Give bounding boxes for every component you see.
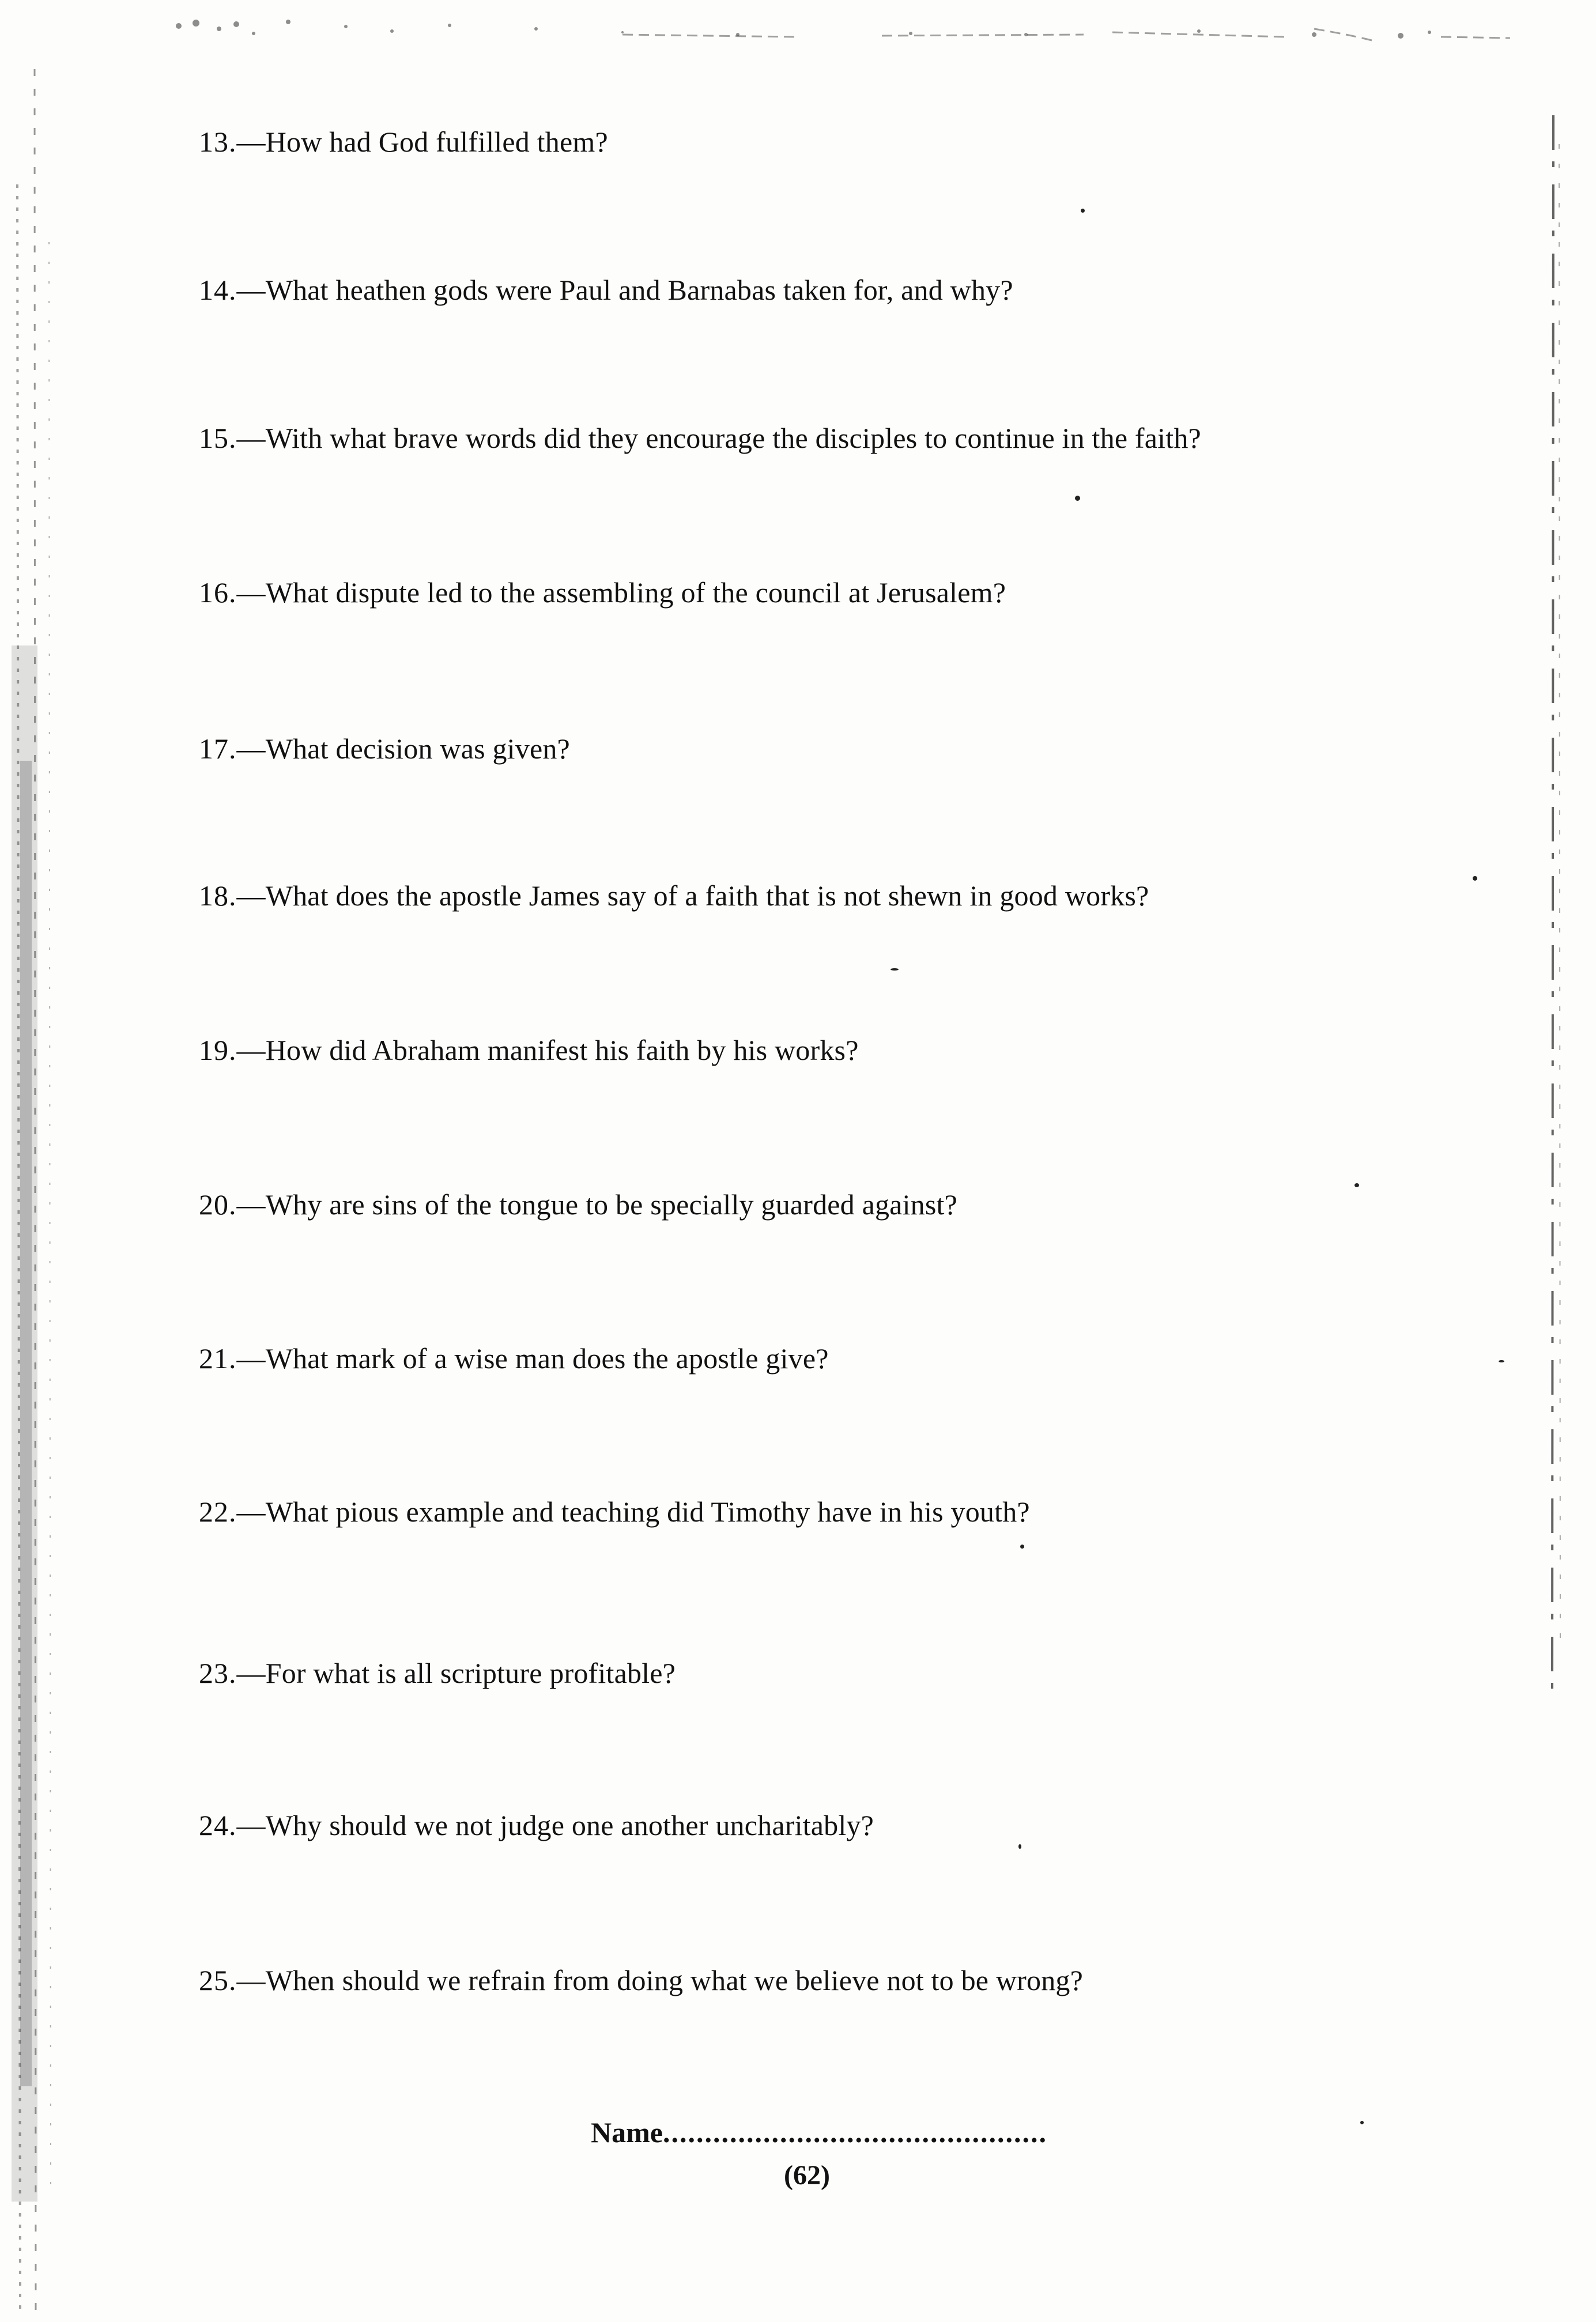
question-number: 24.: [199, 1809, 237, 1841]
name-label: Name: [591, 2116, 663, 2149]
question-number: 13.: [199, 126, 237, 158]
question-number: 21.: [199, 1342, 237, 1375]
question-number: 20.: [199, 1188, 237, 1221]
question-number: 14.: [199, 274, 237, 306]
question-text: —What does the apostle James say of a faith that is not shewn in good works?: [236, 879, 1149, 912]
question-text: —Why are sins of the tongue to be specially guarded against?: [236, 1188, 958, 1221]
question-14: [199, 273, 1013, 307]
question-text: —When should we refrain from doing what we believe not to be wrong?: [236, 1964, 1084, 1996]
question-number: 18.: [199, 879, 237, 912]
question-text: —For what is all scripture profitable?: [236, 1657, 676, 1689]
ink-speck: [1499, 1360, 1504, 1362]
question-16: [199, 575, 1006, 610]
question-20: [199, 1187, 957, 1222]
name-field: [591, 2115, 1047, 2150]
ink-speck: [1081, 209, 1085, 213]
question-text: —What pious example and teaching did Timothy have in his youth?: [236, 1496, 1030, 1528]
question-number: 25.: [199, 1964, 237, 1996]
name-dotted-line: ..............................................: [662, 2116, 1047, 2149]
right-scan-edge: [1536, 86, 1571, 1700]
ink-speck: [1354, 1183, 1359, 1187]
question-13: [199, 124, 608, 159]
question-number: 17.: [199, 733, 237, 765]
question-number: 16.: [199, 576, 237, 609]
question-19: [199, 1033, 859, 1067]
question-18: [199, 878, 1149, 913]
ink-speck: [1020, 1545, 1024, 1549]
ink-speck: [1018, 1844, 1021, 1849]
question-number: 15.: [199, 422, 237, 454]
question-text: —How did Abraham manifest his faith by his works?: [236, 1034, 859, 1066]
question-number: 19.: [199, 1034, 237, 1066]
question-text: —What mark of a wise man does the apostle give?: [236, 1342, 829, 1375]
question-25: [199, 1963, 1083, 1998]
question-text: —With what brave words did they encourage the disciples to continue in the faith?: [236, 422, 1201, 454]
ink-speck: [1473, 876, 1477, 881]
ink-speck: [1360, 2121, 1364, 2124]
question-number: 22.: [199, 1496, 237, 1528]
question-number: 23.: [199, 1657, 237, 1689]
ink-speck: [1075, 496, 1080, 501]
question-17: [199, 731, 570, 766]
question-22: [199, 1494, 1030, 1529]
question-text: —What dispute led to the assembling of the council at Jerusalem?: [236, 576, 1006, 609]
question-21: [199, 1341, 829, 1376]
question-15: [199, 421, 1201, 455]
page-number: (62): [784, 2160, 830, 2191]
ink-speck: [891, 968, 899, 971]
question-text: —What heathen gods were Paul and Barnabas taken for, and why?: [236, 274, 1013, 306]
question-text: —What decision was given?: [236, 733, 570, 765]
top-scan-noise: [46, 12, 1516, 52]
question-text: —Why should we not judge one another uncharitably?: [236, 1809, 874, 1841]
question-text: —How had God fulfilled them?: [236, 126, 608, 158]
left-scan-edge: [0, 69, 63, 2317]
question-24: [199, 1808, 874, 1843]
question-23: [199, 1656, 676, 1690]
